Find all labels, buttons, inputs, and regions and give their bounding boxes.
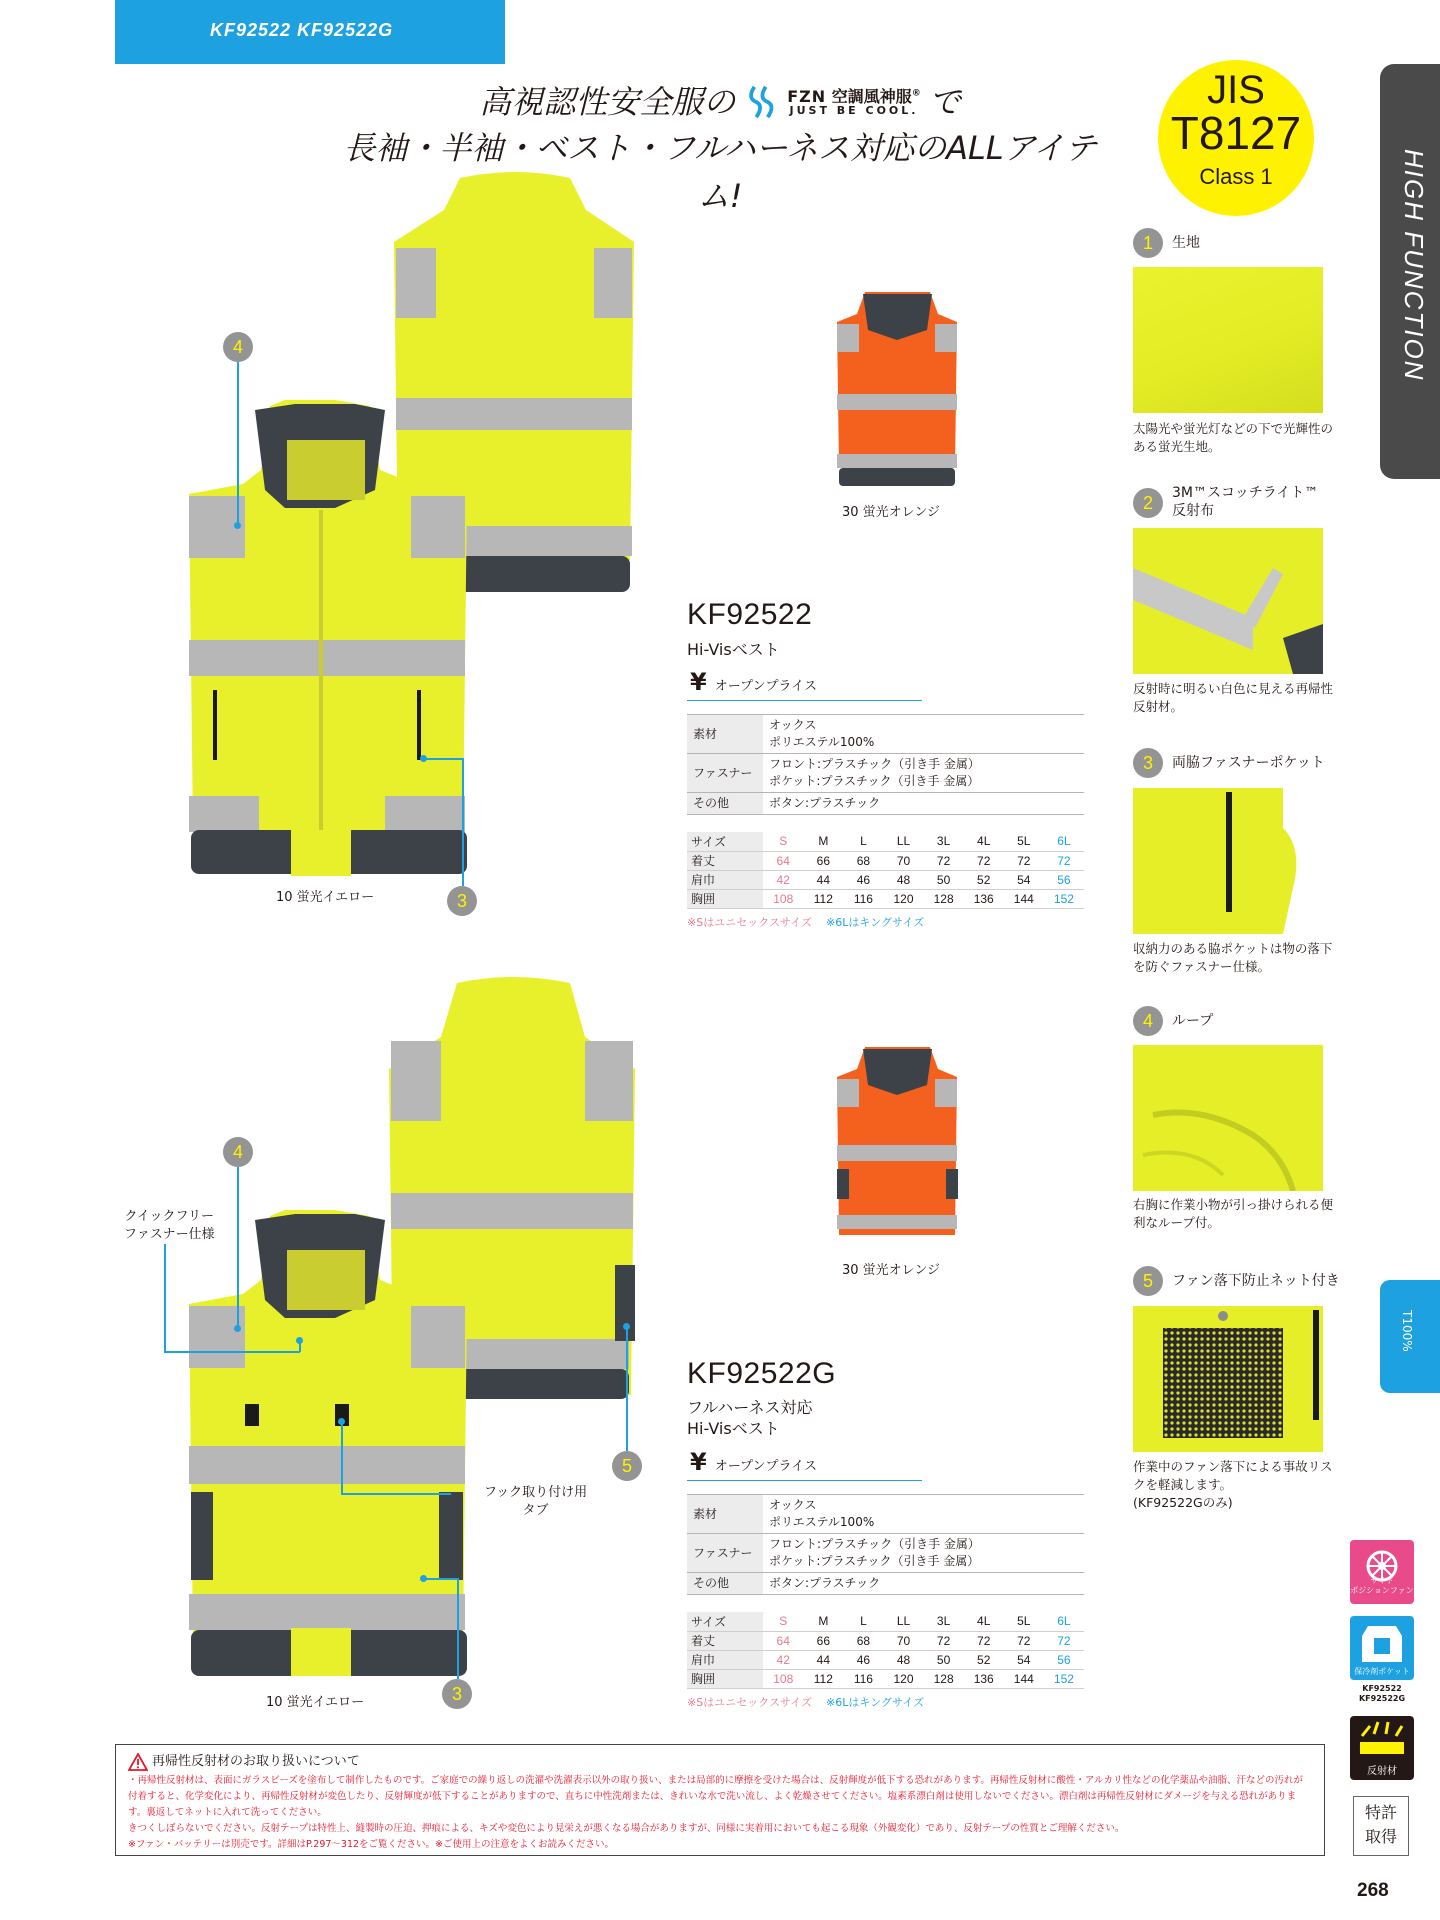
size-row-label: 肩巾: [687, 1650, 763, 1669]
side-pocket-illustration: [1133, 788, 1323, 934]
p1-yellow-caption: 10 蛍光イエロー: [276, 890, 375, 905]
table-row: [687, 1650, 1084, 1669]
size-cell: 70: [883, 851, 923, 870]
p2-orange-caption: 30 蛍光オレンジ: [842, 1263, 941, 1278]
p2-subtitle1: フルハーネス対応: [687, 1398, 813, 1417]
p2-leader-quick-v: [164, 1244, 166, 1352]
brand-reg: ®: [911, 88, 921, 99]
p2-leader-3b: [426, 1578, 459, 1580]
product-code-banner: [115, 0, 505, 64]
size-cell: 5L: [1004, 832, 1044, 851]
table-row: [687, 754, 1084, 793]
size-cell: 56: [1044, 870, 1084, 889]
p2-hook-tab-label: [484, 1484, 587, 1520]
size-cell: 3L: [924, 832, 964, 851]
size-cell: 66: [803, 1631, 843, 1650]
size-row-label: サイズ: [687, 832, 763, 851]
brand-tagline: JUST BE COOL.: [789, 103, 919, 117]
side-fan-icon-box: [1350, 1540, 1414, 1608]
size-cell: 44: [803, 870, 843, 889]
p2-notes: [687, 1694, 924, 1710]
loop-illustration: [1133, 1045, 1323, 1191]
p2-quick-fastener-label: [124, 1208, 214, 1244]
table-row: [687, 832, 1084, 851]
size-cell: 64: [763, 851, 803, 870]
table-row: [687, 1495, 1084, 1534]
table-row: [687, 1612, 1084, 1631]
p1-leader-3a: [462, 760, 464, 886]
feature-4-desc: 右胸に作業小物が引っ掛けられる便利なループ付。: [1133, 1197, 1334, 1230]
size-cell: 136: [964, 1669, 1004, 1688]
feature-5-desc: 作業中のファン落下による事故リスクを軽減します。 (KF92522Gのみ): [1133, 1459, 1333, 1510]
p2-price-underline: [687, 1480, 922, 1481]
high-function-label: HIGH FUNCTION: [1399, 149, 1429, 382]
p1-notes: [687, 914, 924, 930]
wind-logo-icon: [743, 83, 781, 121]
size-row-label: 肩巾: [687, 870, 763, 889]
size-cell: 46: [843, 1650, 883, 1669]
jis-line1: JIS: [1207, 68, 1265, 112]
spec-value: [763, 1495, 1084, 1534]
headline-post: で: [928, 83, 961, 121]
table-row: [687, 870, 1084, 889]
spec-value-line: オックス: [769, 1498, 817, 1512]
spec-value-line: フロント:プラスチック（引き手 金属）: [769, 1537, 980, 1551]
p1-orange-vest: [835, 290, 960, 490]
size-cell: 128: [924, 889, 964, 908]
reflective-tape-illustration: [1133, 528, 1323, 674]
feature-4-image: [1133, 1045, 1323, 1191]
feature-2-desc: 反射時に明るい白色に見える再帰性反射材。: [1133, 681, 1334, 714]
p1-orange-caption: 30 蛍光オレンジ: [842, 505, 941, 520]
size-cell: 64: [763, 1631, 803, 1650]
size-cell: 46: [843, 870, 883, 889]
side-fan-label: サイド ポジションファン: [1350, 1576, 1414, 1595]
size-cell: 42: [763, 1650, 803, 1669]
spec-key: ファスナー: [687, 754, 763, 793]
reflective-icon-box: [1350, 1716, 1414, 1784]
p2-price: [690, 1448, 817, 1476]
p2-price-text: オープンプライス: [714, 1459, 818, 1474]
spec-value-line: ポケット:プラスチック（引き手 金属）: [769, 774, 980, 788]
size-cell: S: [763, 832, 803, 851]
size-cell: M: [803, 1612, 843, 1631]
table-row: [687, 715, 1084, 754]
p1-leader-3b: [426, 758, 464, 760]
high-function-tab[interactable]: [1380, 64, 1440, 479]
p2-size-table: [687, 1612, 1084, 1689]
hook-tab-text: フック取り付け用 タブ: [484, 1485, 588, 1518]
caution-body3: ※ファン・バッテリーは別売です。詳細はP.297〜312をご覧ください。※ご使用上の注意をよくお読みください。: [128, 1839, 615, 1850]
table-row: [687, 1573, 1084, 1595]
warning-icon: [128, 1753, 148, 1771]
spec-key: ファスナー: [687, 1534, 763, 1573]
feature-4-title: ループ: [1172, 1013, 1214, 1029]
p2-leader-3a: [457, 1580, 459, 1679]
size-cell: 52: [964, 870, 1004, 889]
size-cell: 72: [924, 851, 964, 870]
spec-value: [763, 754, 1084, 793]
size-cell: 66: [803, 851, 843, 870]
size-cell: 52: [964, 1650, 1004, 1669]
feature-5-image: [1133, 1306, 1323, 1452]
feature-4-badge: 4: [1133, 1006, 1163, 1036]
jis-line2: T8127: [1170, 107, 1302, 159]
patent-badge: 特許 取得: [1353, 1796, 1409, 1856]
caution-box: [115, 1744, 1325, 1856]
p2-orange-photo: [835, 1045, 960, 1245]
note-s: ※Sはユニセックスサイズ: [687, 916, 812, 929]
cooling-pocket-models: KF92522 KF92522G: [1358, 1684, 1406, 1703]
spec-value: [763, 715, 1084, 754]
size-cell: 50: [924, 870, 964, 889]
size-cell: 116: [843, 889, 883, 908]
p1-callout-4: 4: [223, 332, 253, 362]
cooling-pocket-icon-box: [1350, 1616, 1414, 1703]
table-row: [687, 889, 1084, 908]
p2-spec-table: [687, 1494, 1084, 1595]
size-cell: 5L: [1004, 1612, 1044, 1631]
p2-leader-hook-v: [341, 1422, 343, 1494]
size-cell: 56: [1044, 1650, 1084, 1669]
jis-badge: [1158, 60, 1314, 216]
size-cell: 54: [1004, 870, 1044, 889]
note-s: ※Sはユニセックスサイズ: [687, 1696, 812, 1709]
feature-3-title: 両脇ファスナーポケット: [1172, 755, 1325, 771]
size-cell: 72: [1044, 851, 1084, 870]
size-cell: 72: [1004, 851, 1044, 870]
p1-orange-photo: [835, 290, 960, 490]
spec-value: ボタン:プラスチック: [763, 793, 1084, 815]
spec-key: 素材: [687, 1495, 763, 1534]
size-cell: 116: [843, 1669, 883, 1688]
p1-price-underline: [687, 700, 922, 701]
p1-subtitle: Hi-Visベスト: [687, 640, 780, 659]
size-cell: 152: [1044, 889, 1084, 908]
p2-product-code: KF92522G: [687, 1357, 837, 1390]
size-cell: L: [843, 1612, 883, 1631]
p2-leader-quick-h: [164, 1351, 300, 1353]
p2-subtitle2: Hi-Visベスト: [687, 1419, 780, 1438]
brand-name: 空調風神服: [831, 86, 912, 106]
p2-dot-hook: [338, 1418, 345, 1425]
spec-key: その他: [687, 1573, 763, 1595]
feature-2-badge: 2: [1133, 488, 1163, 518]
cooling-pocket-label: 保冷剤ポケット: [1354, 1667, 1410, 1676]
p1-size-table: [687, 832, 1084, 909]
size-row-label: 胸囲: [687, 889, 763, 908]
size-cell: LL: [883, 1612, 923, 1631]
jis-line3: Class 1: [1199, 164, 1273, 189]
spec-value-line: フロント:プラスチック（引き手 金属）: [769, 757, 980, 771]
size-cell: LL: [883, 832, 923, 851]
size-cell: 144: [1004, 1669, 1044, 1688]
reflective-label: 反射材: [1367, 1766, 1397, 1777]
quick-fastener-text: クイックフリー ファスナー仕様: [124, 1209, 215, 1242]
size-cell: 4L: [964, 832, 1004, 851]
fzn-brand-logo: FZN 空調風神服® JUST BE COOL.: [743, 83, 921, 121]
size-cell: 48: [883, 870, 923, 889]
size-cell: 152: [1044, 1669, 1084, 1688]
t100-label: T100%: [1400, 1310, 1414, 1352]
size-row-label: 胸囲: [687, 1669, 763, 1688]
size-row-label: 着丈: [687, 1631, 763, 1650]
caution-title: 再帰性反射材のお取り扱いについて: [152, 1754, 360, 1769]
size-cell: 120: [883, 889, 923, 908]
p2-leader-4: [237, 1167, 239, 1327]
size-cell: 6L: [1044, 832, 1084, 851]
feature-5-badge: 5: [1133, 1266, 1163, 1296]
t100-tab[interactable]: [1380, 1280, 1440, 1393]
table-row: [687, 1631, 1084, 1650]
p1-leader-4: [237, 362, 239, 524]
p1-product-code: KF92522: [687, 598, 813, 631]
headline-pre: 高視認性安全服の: [479, 83, 736, 121]
p2-dot-4: [234, 1325, 241, 1332]
size-cell: 108: [763, 1669, 803, 1688]
size-row-label: 着丈: [687, 851, 763, 870]
caution-body1: ・再帰性反射材は、表面にガラスビーズを塗布して制作したものです。ご家庭での繰り返しの洗濯や洗濯表示以外の取り扱い、または局部的に摩擦を受けた場合は、反射輝度が低下する恐れがあります。再帰性反射材に酸性・アルカリ性などの化学薬品や油脂、汗などの汚れが付着すると、化学変化により、再帰性反射材が変色したり、反射輝度が低下することがありますので、直ちに中性洗剤または、きれいな水で洗い流し、よく乾燥させてください。塩素系漂白剤は使用しないでください。漂白剤は再帰性反射材にダメージを与える恐れがあります。裏返してネットに入れて洗ってください。: [128, 1775, 1303, 1818]
size-cell: 72: [924, 1631, 964, 1650]
feature-1-badge: 1: [1133, 228, 1163, 258]
p2-dot-5: [623, 1323, 630, 1330]
size-cell: S: [763, 1612, 803, 1631]
caution-body2: きつくしぼらないでください。反射テープは特性上、縫製時の圧迫、押痕による、キズや変色により見栄えが悪くなる場合がありますが、同様に実着用においても起こる現象（外観変化）であり、反射テープの性質とご理解ください。: [128, 1823, 1125, 1834]
p1-callout-3: 3: [447, 886, 477, 916]
table-row: [687, 793, 1084, 815]
caution-title-row: [128, 1753, 1312, 1771]
size-cell: 68: [843, 851, 883, 870]
p1-yen-icon: ¥: [690, 668, 707, 696]
spec-value-line: ポリエステル100%: [769, 735, 875, 749]
size-cell: 128: [924, 1669, 964, 1688]
p2-leader-5: [626, 1326, 628, 1451]
spec-value: [763, 1534, 1084, 1573]
size-row-label: サイズ: [687, 1612, 763, 1631]
size-cell: M: [803, 832, 843, 851]
size-cell: 112: [803, 889, 843, 908]
headline-line1: [330, 80, 1110, 124]
size-cell: 72: [964, 851, 1004, 870]
feature-1-image: [1133, 267, 1323, 413]
product-codes: KF92522 KF92522G: [210, 20, 394, 40]
p1-front-vest: [185, 400, 470, 880]
size-cell: 68: [843, 1631, 883, 1650]
spec-value: ボタン:プラスチック: [763, 1573, 1084, 1595]
feature-3-desc: 収納力のある脇ポケットは物の落下を防ぐファスナー仕様。: [1133, 941, 1333, 974]
size-cell: 48: [883, 1650, 923, 1669]
note-6l: ※6Lはキングサイズ: [826, 916, 925, 929]
size-cell: 54: [1004, 1650, 1044, 1669]
size-cell: 3L: [924, 1612, 964, 1631]
size-cell: 72: [1044, 1631, 1084, 1650]
p2-yen-icon: ¥: [690, 1448, 707, 1476]
size-cell: 42: [763, 870, 803, 889]
size-cell: 120: [883, 1669, 923, 1688]
size-cell: 50: [924, 1650, 964, 1669]
size-cell: 72: [1004, 1631, 1044, 1650]
feature-5-title: ファン落下防止ネット付き: [1172, 1273, 1340, 1289]
p1-spec-table: [687, 714, 1084, 815]
size-cell: 144: [1004, 889, 1044, 908]
feature-2-image: [1133, 528, 1323, 674]
spec-value-line: オックス: [769, 718, 817, 732]
size-cell: 4L: [964, 1612, 1004, 1631]
fan-net-illustration: [1133, 1306, 1323, 1452]
size-cell: L: [843, 832, 883, 851]
table-row: [687, 1669, 1084, 1688]
p1-price: [690, 668, 817, 696]
p1-front-photo: [185, 400, 470, 880]
feature-1-title: 生地: [1172, 235, 1200, 251]
spec-value-line: ポケット:プラスチック（引き手 金属）: [769, 1554, 980, 1568]
feature-3-image: [1133, 788, 1323, 934]
p1-price-text: オープンプライス: [714, 679, 818, 694]
size-cell: 72: [964, 1631, 1004, 1650]
p1-dot-4: [234, 522, 241, 529]
page-number: 268: [1357, 1880, 1389, 1901]
headline-line2: 長袖・半袖・ベスト・フルハーネス対応のALLアイテム!: [343, 129, 1097, 215]
table-row: [687, 851, 1084, 870]
table-row: [687, 1534, 1084, 1573]
p2-orange-vest: [835, 1045, 960, 1245]
feature-1-desc: 太陽光や蛍光灯などの下で光輝性のある蛍光生地。: [1133, 421, 1334, 454]
feature-3-badge: 3: [1133, 748, 1163, 778]
p2-callout-5: 5: [612, 1451, 642, 1481]
p2-callout-4: 4: [223, 1137, 253, 1167]
spec-value-line: ポリエステル100%: [769, 1515, 875, 1529]
size-cell: 70: [883, 1631, 923, 1650]
feature-2-title: 3M™スコッチライト™ 反射布: [1172, 485, 1319, 519]
p2-front-vest: [185, 1210, 470, 1690]
size-cell: 136: [964, 889, 1004, 908]
p2-front-photo: [185, 1210, 470, 1690]
note-6l: ※6Lはキングサイズ: [826, 1696, 925, 1709]
size-cell: 44: [803, 1650, 843, 1669]
spec-key: 素材: [687, 715, 763, 754]
size-cell: 108: [763, 889, 803, 908]
size-cell: 112: [803, 1669, 843, 1688]
p1-dot-3: [420, 755, 427, 762]
p2-dot-3: [420, 1575, 427, 1582]
p2-leader-quick-up: [299, 1340, 301, 1352]
p2-leader-hook-h: [341, 1493, 451, 1495]
p2-yellow-caption: 10 蛍光イエロー: [266, 1695, 365, 1710]
p2-callout-3: 3: [442, 1679, 472, 1709]
size-cell: 6L: [1044, 1612, 1084, 1631]
spec-key: その他: [687, 793, 763, 815]
